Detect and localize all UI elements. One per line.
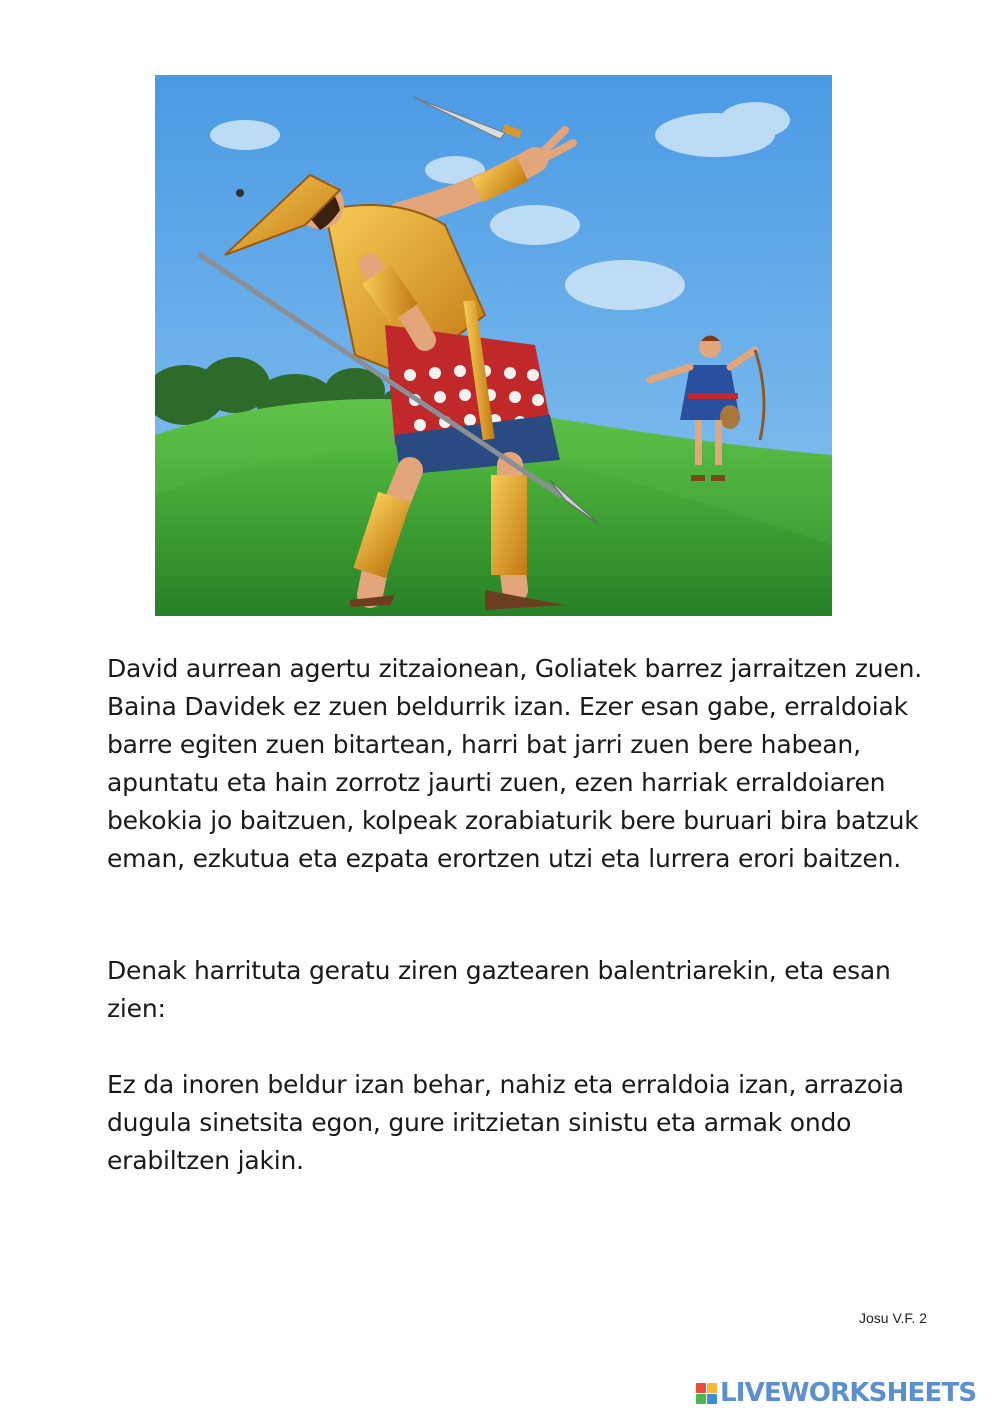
story-paragraph-3: Ez da inoren beldur izan behar, nahiz eta erraldoia izan, arrazoia dugula sinetsita egon, gure iritzietan sinistu eta armak ondo erabiltzen jakin. [107,1070,904,1175]
liveworksheets-icon [696,1383,717,1404]
logo-tile-icon [696,1383,706,1393]
logo-tile-icon [696,1394,706,1404]
story-paragraph-1: David aurrean agertu zitzaionean, Goliatek barrez jarraitzen zuen. Baina Davidek ez zuen beldurrik izan. Ezer esan gabe, erraldoiak barre egiten zuen bitartean, harri bat jarri zuen bere habean, apuntatu eta hain zorrotz jaurti zuen, ezen harriak erraldoiaren bekokia jo baitzuen, kolpeak zorabiaturik bere buruari bira batzuk eman, ezkutua eta ezpata erortzen utzi eta lurrera erori baitzen. [107,654,923,873]
story-paragraph-2: Denak harrituta geratu ziren gaztearen balentriarekin, eta esan zien: [107,956,891,1023]
david-and-goliath-image [155,75,832,616]
logo-tile-icon [707,1394,717,1404]
story-illustration [155,75,832,616]
author-credit: Josu V.F. 2 [859,1310,927,1326]
brand-name: LIVEWORKSHEETS [720,1378,977,1408]
liveworksheets-logo[interactable] [696,1376,976,1410]
logo-tile-icon [707,1383,717,1393]
